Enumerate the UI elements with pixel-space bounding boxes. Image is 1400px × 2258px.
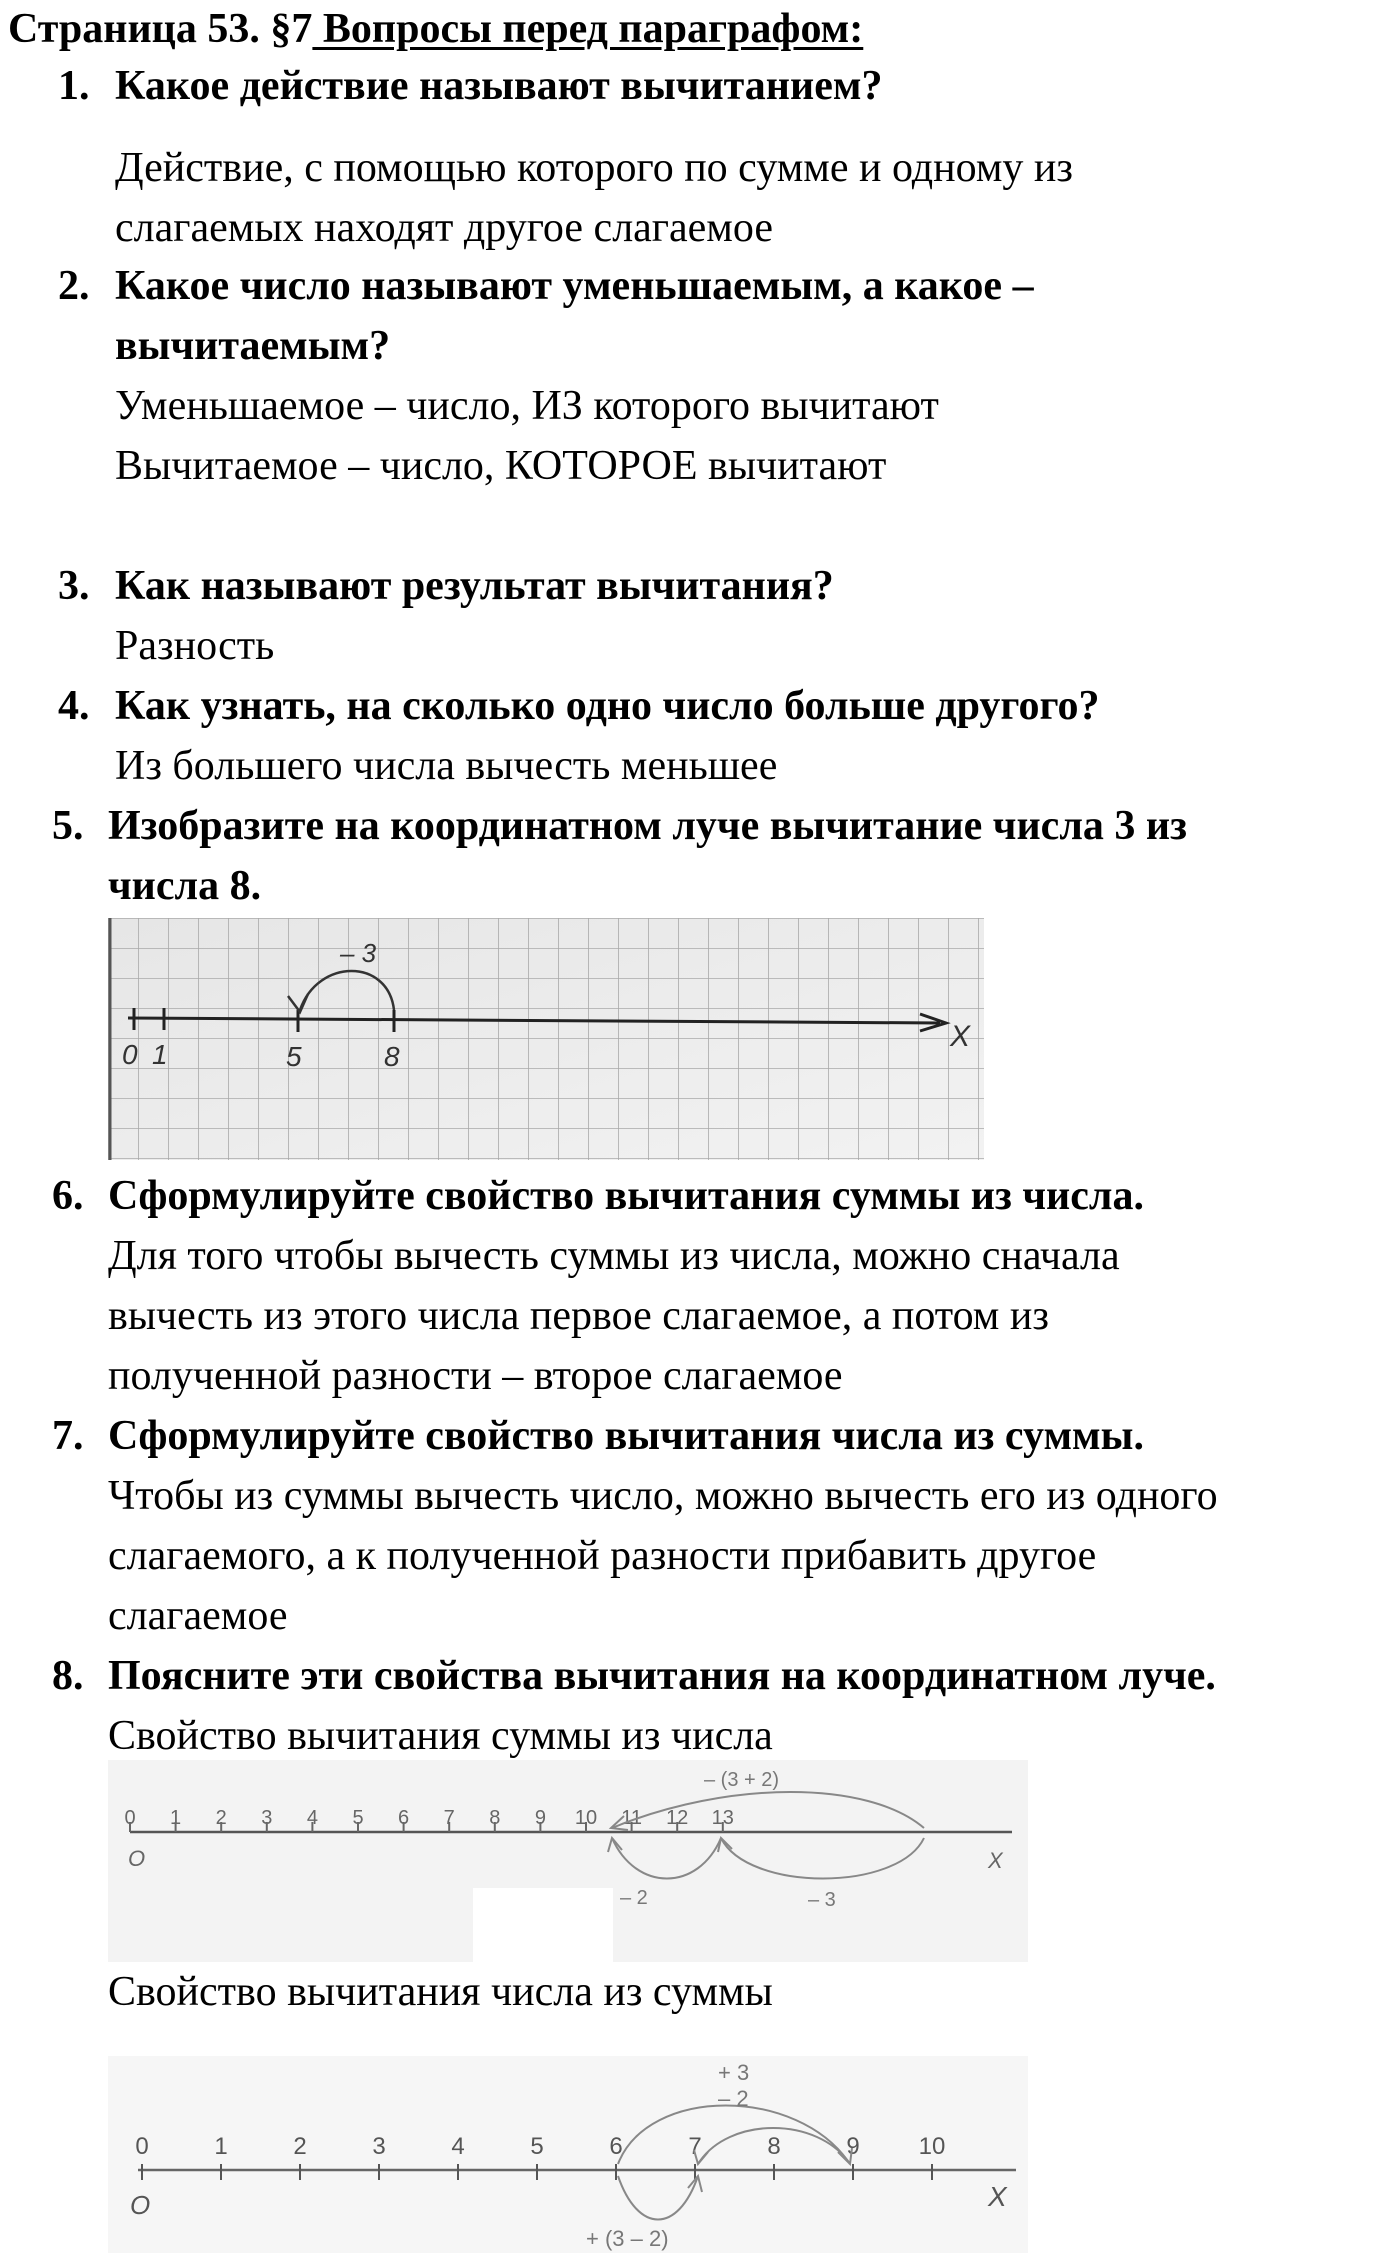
tick-label: 12	[666, 1807, 689, 1829]
bottom-left-label: – 2	[620, 1887, 648, 1909]
question-number: 1.	[58, 63, 90, 109]
top-label-minus: – 2	[718, 2086, 749, 2111]
question-text: числа 8.	[108, 863, 262, 909]
section-title: Вопросы перед параграфом:	[312, 6, 864, 52]
tick-label: 3	[261, 1807, 273, 1829]
tick-label: 6	[609, 2133, 623, 2160]
figure-sum-from-number	[108, 1760, 1028, 1962]
answer-text: Действие, с помощью которого по сумме и одному из	[115, 145, 1073, 191]
tick-label: 7	[443, 1807, 455, 1829]
answer-text: слагаемого, а к полученной разности прибавить другое	[108, 1533, 1097, 1579]
tick-label: 1	[170, 1807, 182, 1829]
question-number: 3.	[58, 563, 90, 609]
tick-label: 13	[711, 1807, 734, 1829]
answer-text: Разность	[115, 623, 275, 669]
number-from-sum-svg	[108, 2056, 1028, 2253]
tick-label: 0	[124, 1807, 136, 1829]
question-number: 2.	[58, 263, 90, 309]
figure-number-from-sum	[108, 2056, 1028, 2253]
question-number: 5.	[52, 803, 84, 849]
grid-number-line-svg	[108, 918, 984, 1160]
arc-label: – 3	[340, 938, 377, 968]
answer-text: Для того чтобы вычесть суммы из числа, можно сначала	[108, 1233, 1120, 1279]
tick-label: 3	[372, 2133, 386, 2160]
tick-label: 0	[135, 2133, 149, 2160]
tick-label: 8	[384, 1041, 400, 1072]
caption-number-from-sum: Свойство вычитания числа из суммы	[108, 1969, 773, 2015]
tick-label: 7	[688, 2133, 702, 2160]
page-header	[8, 5, 863, 53]
question-number: 6.	[52, 1173, 84, 1219]
tick-label: 6	[398, 1807, 410, 1829]
tick-label: 4	[451, 2133, 465, 2160]
question-text: Как узнать, на сколько одно число больше другого?	[115, 683, 1100, 729]
sum-from-number-svg	[108, 1760, 1028, 1962]
tick-label: 10	[574, 1807, 598, 1829]
question-number: 4.	[58, 683, 90, 729]
question-text: Поясните эти свойства вычитания на координатном луче.	[108, 1653, 1216, 1699]
tick-label: 5	[530, 2133, 544, 2160]
answer-text: слагаемых находят другое слагаемое	[115, 205, 774, 251]
caption-sum-from-number: Свойство вычитания суммы из числа	[108, 1713, 773, 1759]
axis-label: X	[988, 1848, 1003, 1873]
answer-text: Чтобы из суммы вычесть число, можно вычесть его из одного	[108, 1473, 1218, 1519]
figure-grid-number-line	[108, 918, 984, 1160]
bottom-label: + (3 – 2)	[586, 2226, 669, 2251]
axis-label: X	[988, 2181, 1007, 2212]
top-label-plus: + 3	[718, 2060, 750, 2085]
top-arc-label: – (3 + 2)	[704, 1769, 780, 1791]
tick-label: 1	[214, 2133, 228, 2160]
origin-label: O	[130, 2190, 151, 2220]
tick-label: 8	[767, 2133, 781, 2160]
answer-text: полученной разности – второе слагаемое	[108, 1353, 843, 1399]
tick-label: 10	[918, 2133, 946, 2160]
question-number: 8.	[52, 1653, 84, 1699]
tick-label: 9	[534, 1807, 546, 1829]
tick-label: 2	[215, 1807, 227, 1829]
tick-label: 9	[846, 2133, 860, 2160]
answer-text: вычесть из этого числа первое слагаемое, а потом из	[108, 1293, 1049, 1339]
question-number: 7.	[52, 1413, 84, 1459]
page-number: Страница 53. §7	[8, 6, 313, 52]
tick-label: 8	[489, 1807, 501, 1829]
tick-label: 1	[152, 1039, 168, 1070]
answer-text: Уменьшаемое – число, ИЗ которого вычитают	[115, 383, 939, 429]
answer-text: слагаемое	[108, 1593, 288, 1639]
answer-text: Вычитаемое – число, КОТОРОЕ вычитают	[115, 443, 887, 489]
question-text: вычитаемым?	[115, 323, 391, 369]
grid-lines	[108, 918, 984, 1160]
question-text: Изобразите на координатном луче вычитание числа 3 из	[108, 803, 1187, 849]
tick-label: 2	[293, 2133, 307, 2160]
question-text: Сформулируйте свойство вычитания суммы из числа.	[108, 1173, 1144, 1219]
tick-label: 11	[621, 1807, 642, 1829]
bottom-right-label: – 3	[808, 1889, 836, 1911]
tick-label: 0	[122, 1039, 138, 1070]
axis-label: X	[950, 1020, 971, 1053]
tick-label: 4	[306, 1807, 318, 1829]
answer-text: Из большего числа вычесть меньшее	[115, 743, 778, 789]
question-text: Сформулируйте свойство вычитания числа из суммы.	[108, 1413, 1144, 1459]
question-text: Какое число называют уменьшаемым, а какое –	[115, 263, 1034, 309]
origin-label: O	[128, 1846, 146, 1871]
question-text: Как называют результат вычитания?	[115, 563, 834, 609]
tick-label: 5	[352, 1807, 364, 1829]
question-text: Какое действие называют вычитанием?	[115, 63, 883, 109]
tick-label: 5	[286, 1041, 302, 1072]
